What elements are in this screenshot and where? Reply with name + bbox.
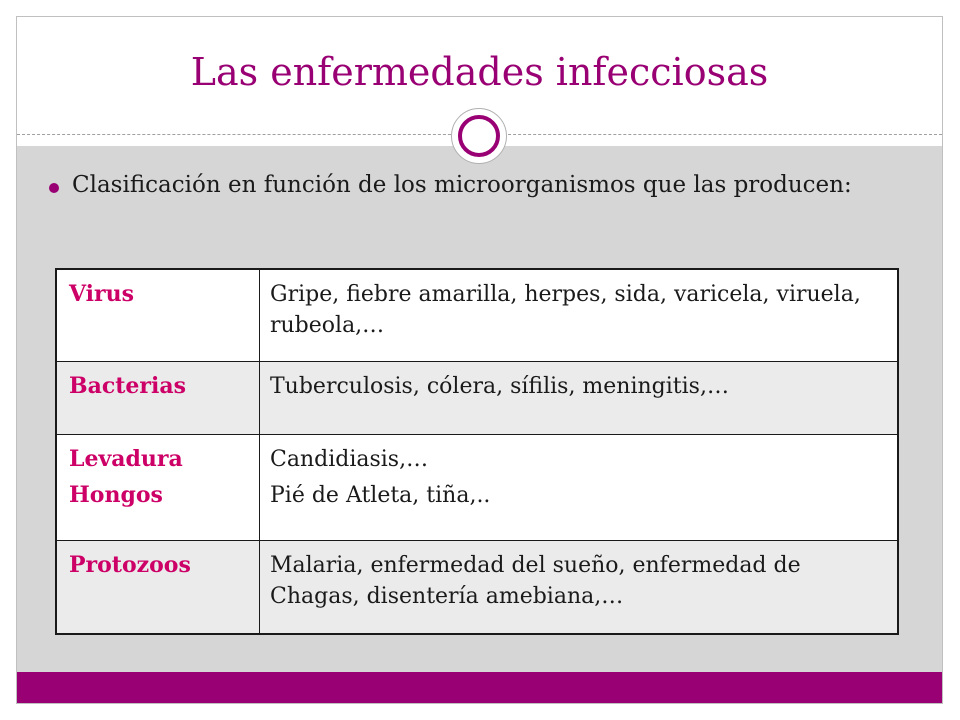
bullet-icon (49, 183, 59, 193)
table-row (56, 362, 898, 435)
row-value-cell (260, 435, 899, 541)
slide-title: Las enfermedades infecciosas (190, 50, 769, 94)
classification-table (55, 268, 899, 635)
row-value: Malaria, enfermedad del sueño, enfermedad de Chagas, disentería amebiana,… (260, 541, 899, 635)
divider-ring-icon (458, 115, 500, 157)
table-row (56, 269, 898, 362)
table-row (56, 435, 898, 541)
row-value-secondary: Pié de Atleta, tiña,.. (270, 483, 491, 508)
row-key: Virus (56, 269, 260, 362)
bullet-text: Clasificación en función de los microorganismos que las producen: (72, 172, 852, 198)
row-value: Gripe, fiebre amarilla, herpes, sida, varicela, viruela, rubeola,… (260, 269, 899, 362)
row-key-cell (56, 435, 260, 541)
row-key: Bacterias (56, 362, 260, 435)
row-key: Levadura (69, 446, 183, 472)
row-key-secondary: Hongos (69, 482, 163, 508)
table-row (56, 541, 898, 635)
row-value: Tuberculosis, cólera, sífilis, meningitis,… (260, 362, 899, 435)
row-key: Protozoos (56, 541, 260, 635)
footer-bar (17, 672, 942, 703)
row-value: Candidiasis,… (270, 447, 429, 472)
